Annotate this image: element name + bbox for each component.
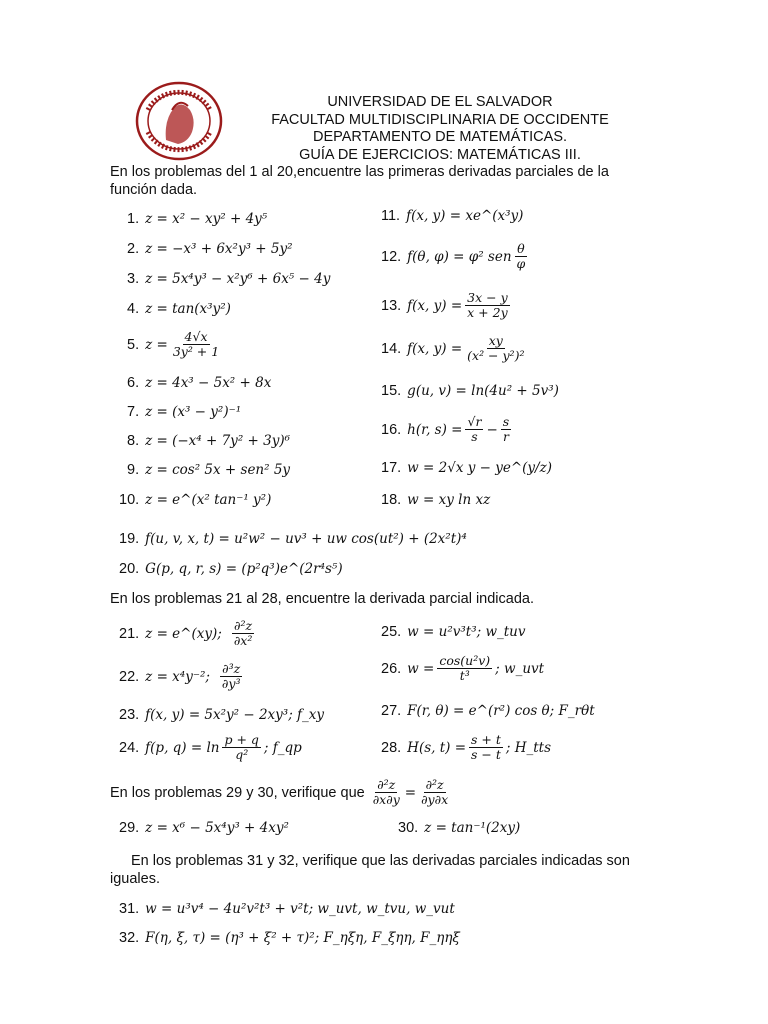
problem-17: 17. w = 2√x y − ye^(y/z)	[381, 460, 552, 476]
problem-6: 6. z = 4x³ − 5x² + 8x	[127, 375, 272, 391]
problem-26: 26. w = $\frac{\text{cos(u²v)}}{\text{t³}}$ ; w_uvt	[381, 653, 545, 683]
problem-14: 14. f(x, y) = $\frac{xy}{\text{(x² − y²)²}}$	[381, 333, 525, 363]
problem-18: 18. w = xy ln xz	[381, 492, 491, 508]
intro-problems-31-32: En los problemas 31 y 32, verifique que las derivadas parciales indicadas son	[131, 853, 630, 869]
problem-10: 10. z = e^(x² tan⁻¹ y²)	[119, 492, 272, 508]
problem-3: 3. z = 5x⁴y³ − x²y⁶ + 6x⁵ − 4y	[127, 271, 331, 287]
problem-23: 23. f(x, y) = 5x²y² − 2xy³; f_xy	[119, 707, 325, 723]
problem-12: 12. f(θ, φ) = φ² sen $\frac{\theta}{\varphi}$	[381, 241, 526, 271]
problem-32: 32. F(η, ξ, τ) = (η³ + ξ² + τ)²; F_ηξη, F_ξηη, F_ηηξ	[119, 930, 460, 946]
intro-problems-21-28: En los problemas 21 al 28, encuentre la derivada parcial indicada.	[110, 591, 534, 607]
header-university: UNIVERSIDAD DE EL SALVADOR	[327, 94, 553, 110]
problem-29: 29. z = x⁶ − 5x⁴y³ + 4xy²	[119, 820, 289, 836]
problem-5: 5. z = $\frac{4√x}{\text{3y² + 1}}$	[127, 329, 220, 359]
problem-31: 31. w = u³v⁴ − 4u²v²t³ + v²t; w_uvt, w_tvu, w_vut	[119, 901, 455, 917]
problem-19: 19. f(u, v, x, t) = u²w² − uv³ + uw cos(ut²) + (2x²t)⁴	[119, 531, 467, 547]
problem-8: 8. z = (−x⁴ + 7y² + 3y)⁶	[127, 433, 291, 449]
problem-22: 22. z = x⁴y⁻²; $\frac{\text{∂³z}}{\text{∂y³}}$	[119, 661, 241, 691]
problem-20: 20. G(p, q, r, s) = (p²q³)e^(2r⁴s⁵)	[119, 561, 343, 577]
problem-2: 2. z = −x³ + 6x²y³ + 5y²	[127, 241, 293, 257]
problem-9: 9. z = cos² 5x + sen² 5y	[127, 462, 291, 478]
header-faculty: FACULTAD MULTIDISCIPLINARIA DE OCCIDENTE	[271, 112, 609, 128]
problem-1: 1. z = x² − xy² + 4y⁵	[127, 211, 268, 227]
intro-problems-29-30: En los problemas 29 y 30, verifique que $\frac{\text{∂²z}}{\partial x\partial y}$ = $\frac{\text{∂²z}}{\partial y\partial x}$	[110, 777, 449, 807]
problem-15: 15. g(u, v) = ln(4u² + 5v³)	[381, 383, 559, 399]
header-department: DEPARTAMENTO DE MATEMÁTICAS.	[312, 129, 568, 145]
intro-problems-1-20: En los problemas del 1 al 20,encuentre las primeras derivadas parciales de la	[110, 164, 609, 180]
problem-7: 7. z = (x³ − y²)⁻¹	[127, 404, 242, 420]
problem-4: 4. z = tan(x³y²)	[127, 301, 231, 317]
problem-21: 21. z = e^(xy); $\frac{\text{∂²z}}{\text{∂x²}}$	[119, 618, 253, 648]
problem-25: 25. w = u²v³t³; w_tuv	[381, 624, 526, 640]
header-guide-title: GUÍA DE EJERCICIOS: MATEMÁTICAS III.	[299, 147, 581, 163]
problem-30: 30. z = tan⁻¹(2xy)	[398, 820, 521, 836]
problem-27: 27. F(r, θ) = e^(r²) cos θ; F_rθt	[381, 703, 595, 719]
problem-28: 28. H(s, t) = $\frac{s + t}{s - t}$ ; H_tts	[381, 732, 552, 762]
problem-16: 16. h(r, s) = $\frac{√r}{s}$ − $\frac{s}{r}$	[381, 414, 510, 444]
problem-13: 13. f(x, y) = $\frac{3x - y}{x + 2y}$	[381, 290, 508, 320]
problem-24: 24. f(p, q) = ln $\frac{p + q}{\text{q²}}$ ; f_qp	[119, 732, 302, 762]
intro-problems-31-32-cont: iguales.	[110, 871, 160, 887]
intro-problems-1-20-cont: función dada.	[110, 182, 198, 198]
problem-11: 11. f(x, y) = xe^(x³y)	[381, 208, 524, 224]
